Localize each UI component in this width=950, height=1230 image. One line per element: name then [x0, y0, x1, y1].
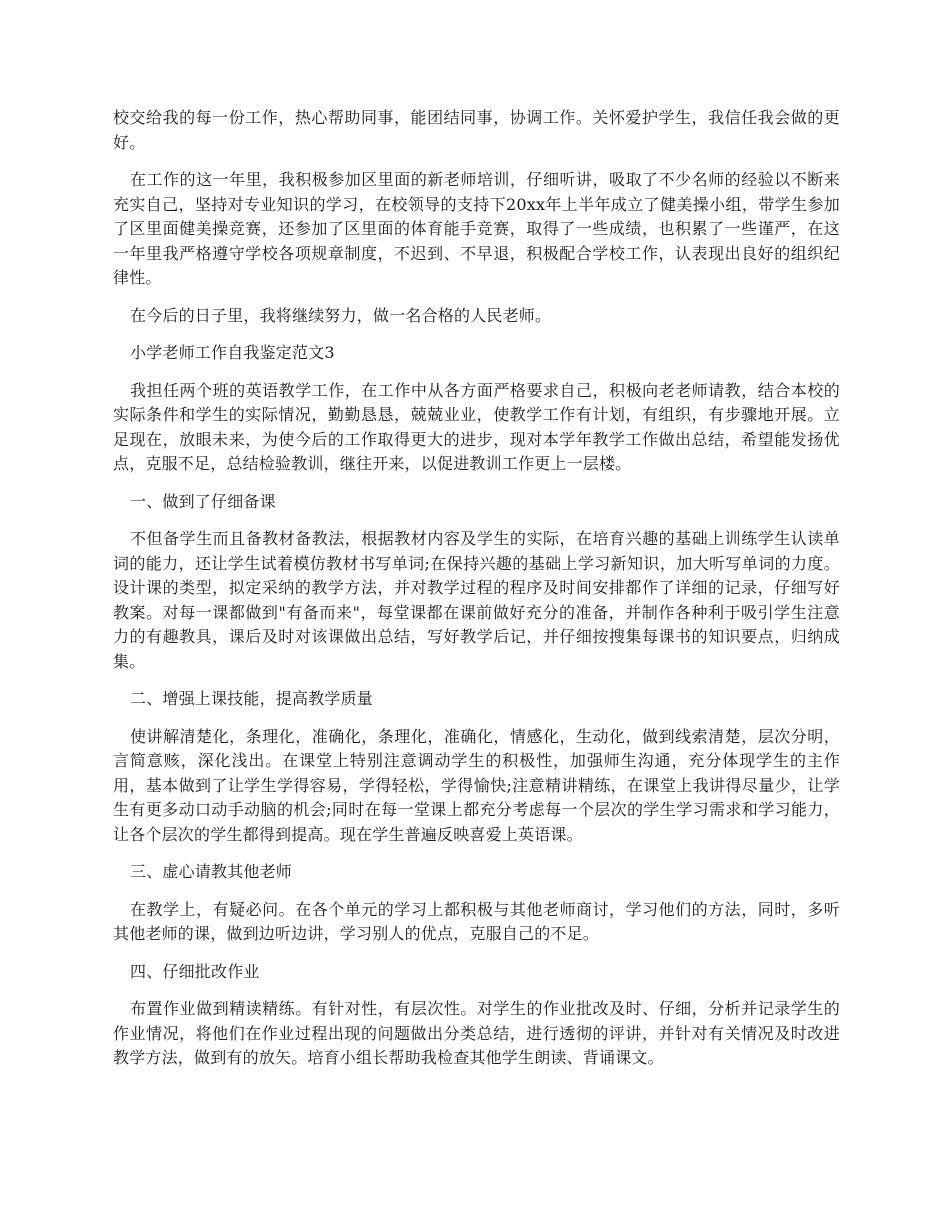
- heading-teaching-skills: 二、增强上课技能，提高教学质量: [130, 689, 374, 708]
- paragraph-consult-teachers: 在教学上，有疑必问。在各个单元的学习上都积极与其他老师商讨，学习他们的方法，同时，多听其他老师的课，做到边听边讲，学习别人的优点，克服自己的不足。: [113, 899, 840, 943]
- paragraph-training: 在工作的这一年里，我积极参加区里面的新老师培训，仔细听讲，吸取了不少名师的经验以不断来充实自己，坚持对专业知识的学习，在校领导的支持下20xx年上半年成立了健美操小组，带学生参加了区里面健美操竞赛，还参加了区里面的体育能手竞赛，取得了一些成绩，也积累了一些谨严，在这一年里我严格遵守学校各项规章制度，不迟到、不早退，积极配合学校工作，认表现出良好的组织纪律性。: [113, 170, 840, 287]
- paragraph-teaching-skills: 使讲解清楚化，条理化，准确化，条理化，准确化，情感化，生动化，做到线索清楚，层次分明，言简意赅，深化浅出。在课堂上特别注意调动学生的积极性，加强师生沟通，充分体现学生的主作用，基本做到了让学生学得容易，学得轻松，学得愉快;注意精讲精练，在课堂上我讲得尽量少，让学生有更多动口动手动脑的机会;同时在每一堂课上都充分考虑每一个层次的学生学习需求和学习能力，让各个层次的学生都得到提高。现在学生普遍反映喜爱上英语课。: [113, 726, 840, 844]
- heading-consult-teachers: 三、虚心请教其他老师: [130, 862, 293, 881]
- paragraph-continuation: 校交给我的每一份工作，热心帮助同事，能团结同事，协调工作。关怀爱护学生，我信任我会做的更好。: [113, 108, 840, 152]
- paragraph-lesson-prep: 不但备学生而且备教材备教法，根据教材内容及学生的实际，在培育兴趣的基础上训练学生认读单词的能力，还让学生试着模仿教材书写单词;在保持兴趣的基础上学习新知识，加大听写单词的力度。设计课的类型，拟定采纳的教学方法，并对教学过程的程序及时间安排都作了详细的记录，仔细写好教案。对每一课都做到"有备而来"，每堂课都在课前做好充分的准备，并制作各种利于吸引学生注意力的有趣教具，课后及时对该课做出总结，写好教学后记，并仔细按搜集每课书的知识要点，归纳成集。: [113, 529, 840, 671]
- heading-homework: 四、仔细批改作业: [130, 961, 260, 981]
- heading-lesson-prep: 一、做到了仔细备课: [130, 491, 276, 511]
- section-title-sample-3: 小学老师工作自我鉴定范文3: [130, 343, 335, 362]
- paragraph-future: 在今后的日子里，我将继续努力，做一名合格的人民老师。: [130, 305, 552, 325]
- paragraph-intro: 我担任两个班的英语教学工作，在工作中从各方面严格要求自己，积极向老老师请教，结合本校的实际条件和学生的实际情况，勤勤恳恳，兢兢业业，使教学工作有计划，有组织，有步骤地开展。立足现在，放眼未来，为使今后的工作取得更大的进步，现对本学年教学工作做出总结，希望能发扬优点，克服不足，总结检验教训，继往开来，以促进教训工作更上一层楼。: [113, 380, 840, 473]
- document-page: [113, 106, 840, 1071]
- paragraph-homework: 布置作业做到精读精练。有针对性，有层次性。对学生的作业批改及时、仔细，分析并记录学生的作业情况，将他们在作业过程出现的问题做出分类总结，进行透彻的评讲，并针对有关情况及时改进教学方法，做到有的放矢。培育小组长帮助我检查其他学生朗读、背诵课文。: [113, 999, 840, 1067]
